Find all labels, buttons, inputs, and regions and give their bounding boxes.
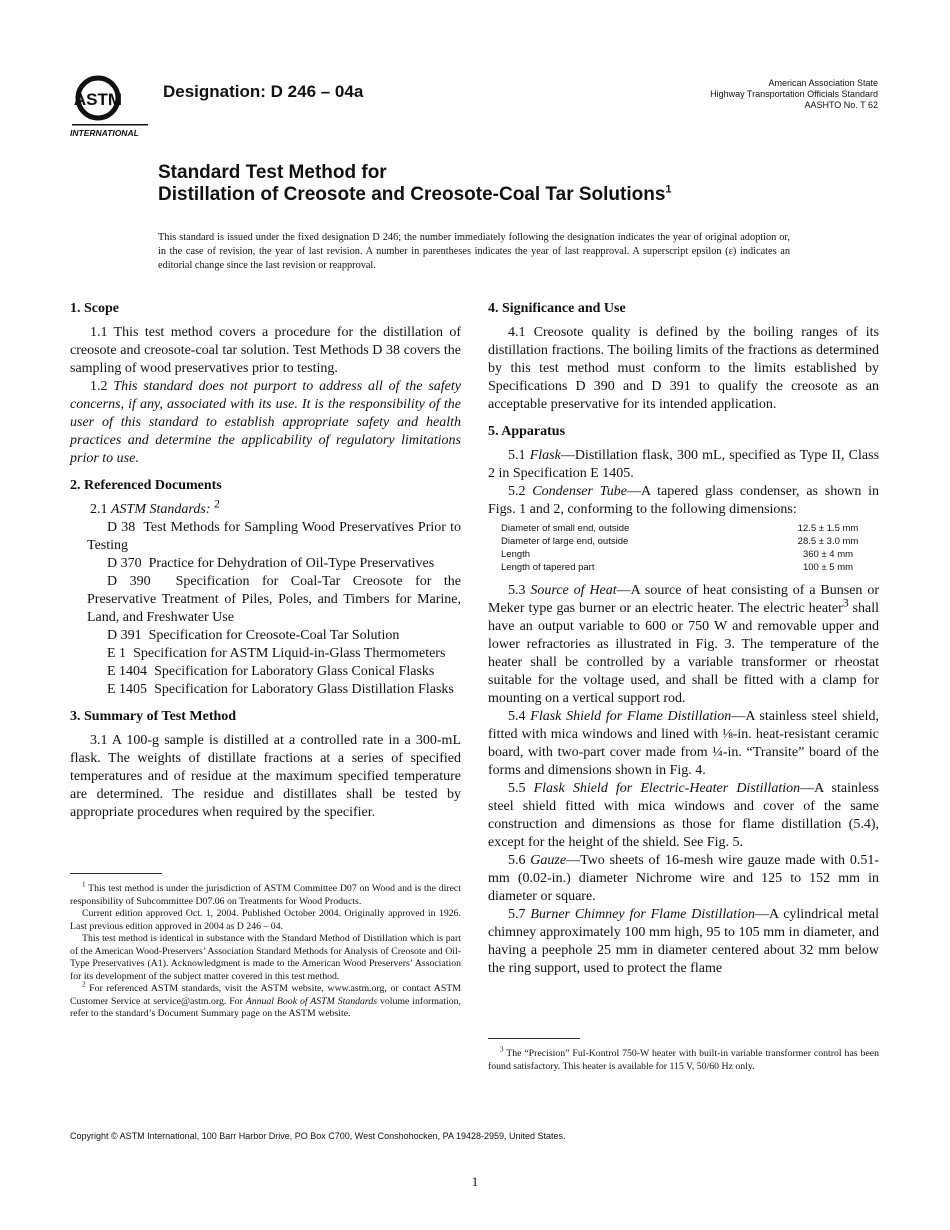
dimension-table: [501, 522, 873, 574]
reference-item: [70, 519, 461, 555]
term: Burner Chimney for Flame Distillation: [530, 907, 756, 922]
footnote-1-identity: This test method is identical in substance with the Standard Method of Distillation which is part of the American Wood-Preservers’ Association Standard Methods for Analysis of Creosote and Oil-Type Preservatives (A1). Acknowledgment is made to the American Wood Preservers’ Association for its development of the subject matter covered in this test method.: [70, 933, 461, 982]
footnote-1: [70, 880, 461, 908]
dimension-label: Diameter of small end, outside: [501, 523, 630, 534]
footnote-text: volume information, refer to the standard’s Document Summary page on the ASTM website.: [70, 995, 461, 1019]
footnote-mark: 3: [500, 1045, 504, 1054]
footnotes-right: [488, 1038, 879, 1073]
left-column: [70, 300, 461, 831]
paragraph-number: 5.6: [508, 853, 531, 868]
paragraph: [488, 447, 879, 483]
reference-item: [70, 627, 461, 645]
reference-title: Test Methods for Sampling Wood Preservatives Prior to Testing: [87, 520, 461, 553]
title-footnote-mark: 1: [665, 183, 672, 196]
paragraph-text: —Distillation flask, 300 mL, specified as Type II, Class 2 in Specification E 1405.: [488, 448, 880, 481]
footnote-1-edition: Current edition approved Oct. 1, 2004. Published October 2004. Originally approved in 1926. Last previous edition approved in 2004 as D 246 – 04.: [70, 908, 461, 932]
paragraph: [488, 708, 879, 780]
footnote-mark: 2: [82, 980, 86, 989]
footnote-mark: 1: [82, 880, 86, 889]
dimension-row: [501, 548, 873, 561]
paragraph-text: —A cylindrical metal chimney approximately 100 mm high, 95 to 105 mm in diameter, and having a peephole 25 mm in diameter centered about 32 mm below the ring support, used to protect the flame: [488, 907, 880, 976]
reference-code: D 370: [107, 556, 142, 571]
section-significance: [488, 300, 879, 414]
section-referenced-documents: [70, 477, 461, 699]
reference-item: [70, 645, 461, 663]
dimension-label: Length of tapered part: [501, 562, 595, 573]
paragraph-number: 5.7: [508, 907, 531, 922]
dimension-value: 12.5 ± 1.5 mm: [797, 523, 859, 534]
footnote-mark: 2: [213, 497, 220, 511]
reference-code: D 38: [107, 520, 136, 535]
paragraph: 3.1 A 100-g sample is distilled at a controlled rate in a 300-mL flask. The weights of distillate fractions at a series of specified temperatures and of residue at the maximum specified temperature are determined. The residue and distillates shall be tested by appropriate procedures when required by the specifier.: [70, 733, 461, 820]
copyright: Copyright © ASTM International, 100 Barr Harbor Drive, PO Box C700, West Conshohocken, PA 19428-2959, United States.: [70, 1131, 566, 1141]
footnote-mark: 3: [842, 596, 849, 610]
reference-item: [70, 555, 461, 573]
term: Source of Heat: [530, 583, 617, 598]
dimension-row: [501, 522, 873, 535]
reference-title: Specification for Laboratory Glass Conical Flasks: [154, 664, 435, 679]
reference-title: Practice for Dehydration of Oil-Type Preservatives: [148, 556, 435, 571]
section-heading: 4. Significance and Use: [488, 301, 626, 316]
reference-code: D 390: [107, 574, 151, 589]
astm-standards-label: ASTM Standards:: [111, 502, 211, 517]
paragraph-text: —A stainless steel shield, fitted with mica windows and lined with ⅛-in. heat-resistant ceramic board, with two-part cover made from ¼-in. “Transite” board of the forms and dimensions shown in Fig. 4.: [488, 709, 879, 778]
paragraph-text: —Two sheets of 16-mesh wire gauze made with 0.51-mm (0.02-in.) diameter Nichrome wire and 125 to 152 mm in diameter or square.: [488, 853, 880, 904]
section-heading: 5. Apparatus: [488, 424, 566, 439]
paragraph: [488, 483, 879, 519]
astm-logo: [68, 74, 150, 138]
title-text: Distillation of Creosote and Creosote-Coal Tar Solutions: [158, 184, 666, 205]
designation: Designation: D 246 – 04a: [163, 82, 364, 101]
dimension-row: [501, 561, 873, 574]
reference-code: D 391: [107, 628, 142, 643]
reference-code: E 1: [107, 646, 127, 661]
paragraph-text: —A source of heat consisting of a Bunsen or Meker type gas burner or an electric heater. The electric heater: [488, 583, 879, 616]
reference-item: [70, 663, 461, 681]
footnotes-left: [70, 873, 461, 1021]
footnote-text: The “Precision” Ful-Kontrol 750-W heater with built-in variable transformer control has been found satisfactory. This heater is available for 115 V, 50/60 Hz only.: [488, 1048, 879, 1072]
footnote-text: This test method is under the jurisdiction of ASTM Committee D07 on Wood and is the direct responsibility of Subcommittee D07.06 on Treatments for Wood Products.: [70, 883, 461, 907]
term: Flask Shield for Flame Distillation: [530, 709, 732, 724]
aashto-line: American Association State: [768, 78, 878, 88]
aashto-line: AASHTO No. T 62: [804, 100, 878, 110]
paragraph-number: 5.3: [508, 583, 531, 598]
reference-item: [70, 573, 461, 627]
paragraph-text: shall have an output variable to 600 or 750 W and removable upper and lower refractories as illustrated in Fig. 3. The temperature of the heater shall be controlled by a variable transformer or rheostat suitable for the voltage used, and shall be fitted with a clamp for mounting on a vertical support rod.: [488, 601, 879, 706]
paragraph: [488, 780, 879, 852]
dimension-value: 360 ± 4 mm: [802, 549, 854, 560]
dimension-label: Length: [501, 549, 531, 560]
astm-logo-icon: [68, 74, 150, 138]
logo-subtext: INTERNATIONAL: [70, 128, 139, 138]
footnote-text: For referenced ASTM standards, visit the ASTM website, www.astm.org, or contact ASTM Customer Service at service@astm.org. For: [70, 983, 461, 1007]
safety-caveat: This standard does not purport to address all of the safety concerns, if any, associated with its use. It is the responsibility of the user of this standard to establish appropriate safety and health practices and determine the applicability of regulatory limitations prior to use.: [70, 379, 461, 466]
dimension-label: Diameter of large end, outside: [501, 536, 629, 547]
term: Flask: [529, 448, 561, 463]
aashto-block: [618, 78, 878, 111]
footnote-2: [70, 980, 461, 1021]
section-heading: 1. Scope: [70, 301, 119, 316]
logo-text: ASTM: [73, 90, 123, 109]
paragraph: 1.1 This test method covers a procedure for the distillation of creosote and creosote-coal tar solution. Test Methods D 38 covers the sampling of wood preservatives prior to testing.: [70, 325, 461, 376]
aashto-line: Highway Transportation Officials Standard: [710, 89, 878, 99]
right-column: [488, 300, 879, 987]
dimension-value: 28.5 ± 3.0 mm: [797, 536, 859, 547]
section-scope: [70, 300, 461, 468]
title-line-2: [158, 184, 672, 206]
title-line-1: Standard Test Method for: [158, 162, 387, 183]
paragraph: [70, 497, 461, 519]
paragraph: [488, 906, 879, 978]
paragraph-number: 1.2: [90, 379, 114, 394]
paragraph: [70, 378, 461, 468]
reference-item: [70, 681, 461, 699]
paragraph-number: 2.1: [90, 502, 111, 517]
section-summary: [70, 708, 461, 822]
dimension-value: 100 ± 5 mm: [802, 562, 854, 573]
reference-code: E 1404: [107, 664, 148, 679]
paragraph-number: 5.2: [508, 484, 533, 499]
dimension-row: [501, 535, 873, 548]
term: Gauze: [530, 853, 567, 868]
paragraph-number: 5.4: [508, 709, 531, 724]
term: Flask Shield for Electric-Heater Distillation: [533, 781, 801, 796]
paragraph-number: 5.5: [508, 781, 534, 796]
section-heading: 2. Referenced Documents: [70, 478, 222, 493]
page-number: 1: [471, 1174, 479, 1189]
section-heading: 3. Summary of Test Method: [70, 709, 237, 724]
reference-title: Specification for Coal-Tar Creosote for the Preservative Treatment of Piles, Poles, and Timbers for Marine, Land, and Freshwater Use: [87, 574, 461, 625]
paragraph-number: 5.1: [508, 448, 530, 463]
section-apparatus: [488, 423, 879, 978]
reference-title: Specification for ASTM Liquid-in-Glass Thermometers: [133, 646, 446, 661]
paragraph: [488, 582, 879, 708]
reference-title: Specification for Laboratory Glass Distillation Flasks: [154, 682, 454, 697]
paragraph: 4.1 Creosote quality is defined by the boiling ranges of its distillation fractions. The boiling limits of the fractions as determined by this test method must conform to the limits established by Specifications D 390 and D 391 to qualify the creosote as an acceptable preservative for its intended application.: [488, 325, 879, 412]
footnote-italic: Annual Book of ASTM Standards: [245, 995, 378, 1007]
footnote-3: [488, 1045, 879, 1073]
paragraph-text: —A stainless steel shield fitted with mica windows and cover of the same construction and dimensions as those for flame distillation (5.4), except for the height of the shield. See Fig. 5.: [488, 781, 879, 850]
paragraph-text: —A tapered glass condenser, as shown in Figs. 1 and 2, conforming to the following dimensions:: [488, 484, 880, 517]
reference-code: E 1405: [107, 682, 148, 697]
issuance-notice: This standard is issued under the fixed designation D 246; the number immediately following the designation indicates the year of original adoption or, in the case of revision, the year of last revision. A number in parentheses indicates the year of last reapproval. A superscript epsilon (ε) indicates an editorial change since the last revision or reapproval.: [158, 232, 790, 271]
term: Condenser Tube: [532, 484, 627, 499]
paragraph: [488, 852, 879, 906]
reference-title: Specification for Creosote-Coal Tar Solution: [148, 628, 400, 643]
